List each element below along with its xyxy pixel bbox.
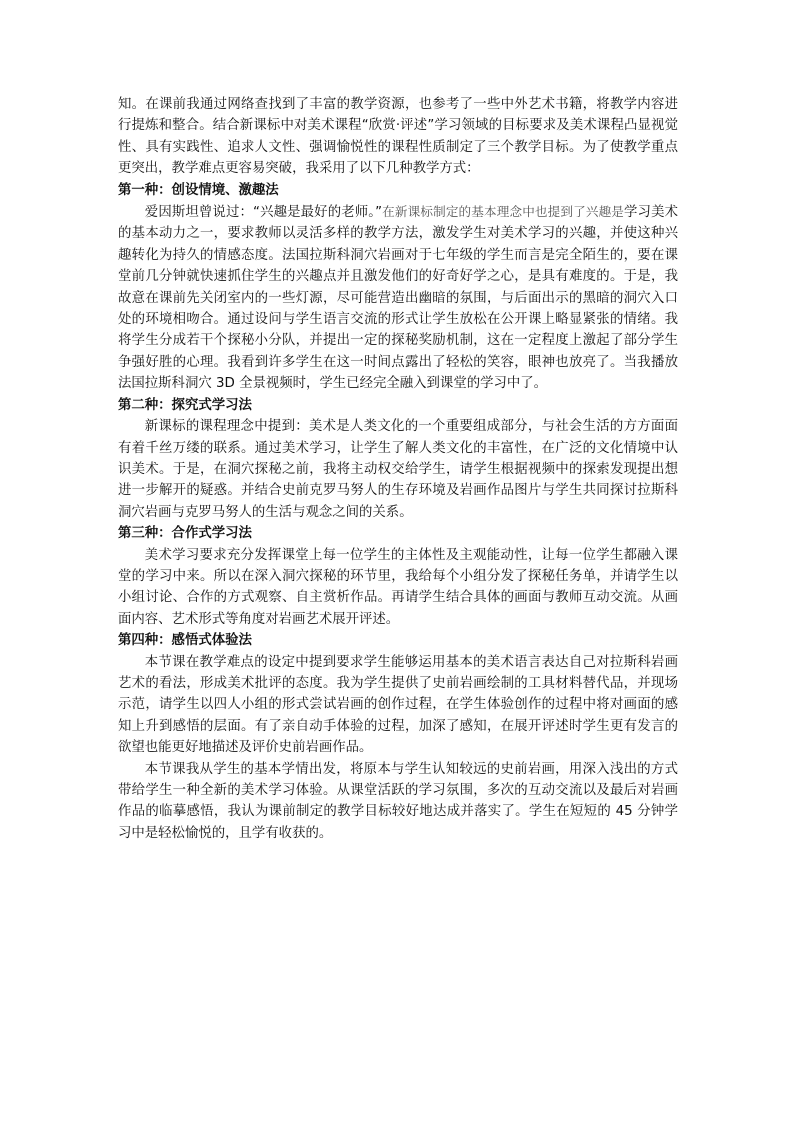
conclusion-paragraph: 本节课我从学生的基本学情出发，将原本与学生认知较远的史前岩画，用深入浅出的方式带给学生一种全新的美术学习体验。从课堂活跃的学习氛围，多次的互动交流以及最后对岩画作品的临摹感悟，我认为课前制定的教学目标较好地达成并落实了。学生在短短的 45 分钟学习中是轻松愉悦的，且学有收获的。: [118, 761, 678, 841]
method-3-paragraph: 美术学习要求充分发挥课堂上每一位学生的主体性及主观能动性，让每一位学生都融入课堂的学习中来。所以在深入洞穴探秘的环节里，我给每个小组分发了探秘任务单，并请学生以小组讨论、合作的方式观察、自主赏析作品。再请学生结合具体的画面与教师互动交流。从画面内容、艺术形式等角度对岩画艺术展开评述。: [118, 547, 678, 627]
document-page: [118, 94, 678, 844]
method-1-heading: 第一种：创设情境、激趣法: [118, 182, 279, 198]
method-1-body: 学习美术的基本动力之一，要求教师以灵活多样的教学方法，激发学生对美术学习的兴趣，并使这种兴趣转化为持久的情感态度。法国拉斯科洞穴岩画对于七年级的学生而言是完全陌生的，要在课堂前几分钟就快速抓住学生的兴趣点并且激发他们的好奇好学之心，是具有难度的。于是，我故意在课前先关闭室内的一些灯源，尽可能营造出幽暗的氛围，与后面出示的黑暗的洞穴入口处的环境相吻合。通过设问与学生语言交流的形式让学生放松在公开课上略显紧张的情绪。我将学生分成若干个探秘小分队，并提出一定的探秘奖励机制，这在一定程度上激起了部分学生争强好胜的心理。我看到许多学生在这一时间点露出了轻松的笑容，眼神也放亮了。当我播放法国拉斯科洞穴 3D 全景视频时，学生已经完全融入到课堂的学习中了。: [118, 205, 678, 392]
intro-paragraph: 知。在课前我通过网络查找到了丰富的教学资源，也参考了一些中外艺术书籍，将教学内容进行提炼和整合。结合新课标中对美术课程“欣赏·评述”学习领域的目标要求及美术课程凸显视觉性、具有实践性、追求人文性、强调愉悦性的课程性质制定了三个教学目标。为了使教学重点更突出，教学难点更容易突破，我采用了以下几种教学方式：: [118, 97, 678, 177]
method-4-paragraph: 本节课在教学难点的设定中提到要求学生能够运用基本的美术语言表达自己对拉斯科岩画艺术的看法，形成美术批评的态度。我为学生提供了史前岩画绘制的工具材料替代品，并现场示范，请学生以四人小组的形式尝试岩画的创作过程，在学生体验创作的过程中将对画面的感知上升到感悟的层面。有了亲自动手体验的过程，加深了感知，在展开评述时学生更有发言的欲望也能更好地描述及评价史前岩画作品。: [118, 654, 678, 756]
method-2-heading: 第二种：探究式学习法: [118, 397, 252, 413]
method-4-heading: 第四种：感悟式体验法: [118, 633, 252, 649]
method-3-heading: 第三种：合作式学习法: [118, 526, 252, 542]
method-1-paragraph: [118, 201, 678, 395]
curriculum-note: 在新课标制定的基本理念中也提到了兴趣是: [382, 204, 625, 220]
method-2-paragraph: 新课标的课程理念中提到：美术是人类文化的一个重要组成部分，与社会生活的方方面面有着千丝万缕的联系。通过美术学习，让学生了解人类文化的丰富性，在广泛的文化情境中认识美术。于是，在洞穴探秘之前，我将主动权交给学生，请学生根据视频中的探索发现提出想进一步解开的疑惑。并结合史前克罗马努人的生存环境及岩画作品图片与学生共同探讨拉斯科洞穴岩画与克罗马努人的生活与观念之间的关系。: [118, 419, 678, 520]
einstein-quote: 爱因斯坦曾说过：“兴趣是最好的老师。”: [144, 205, 383, 221]
